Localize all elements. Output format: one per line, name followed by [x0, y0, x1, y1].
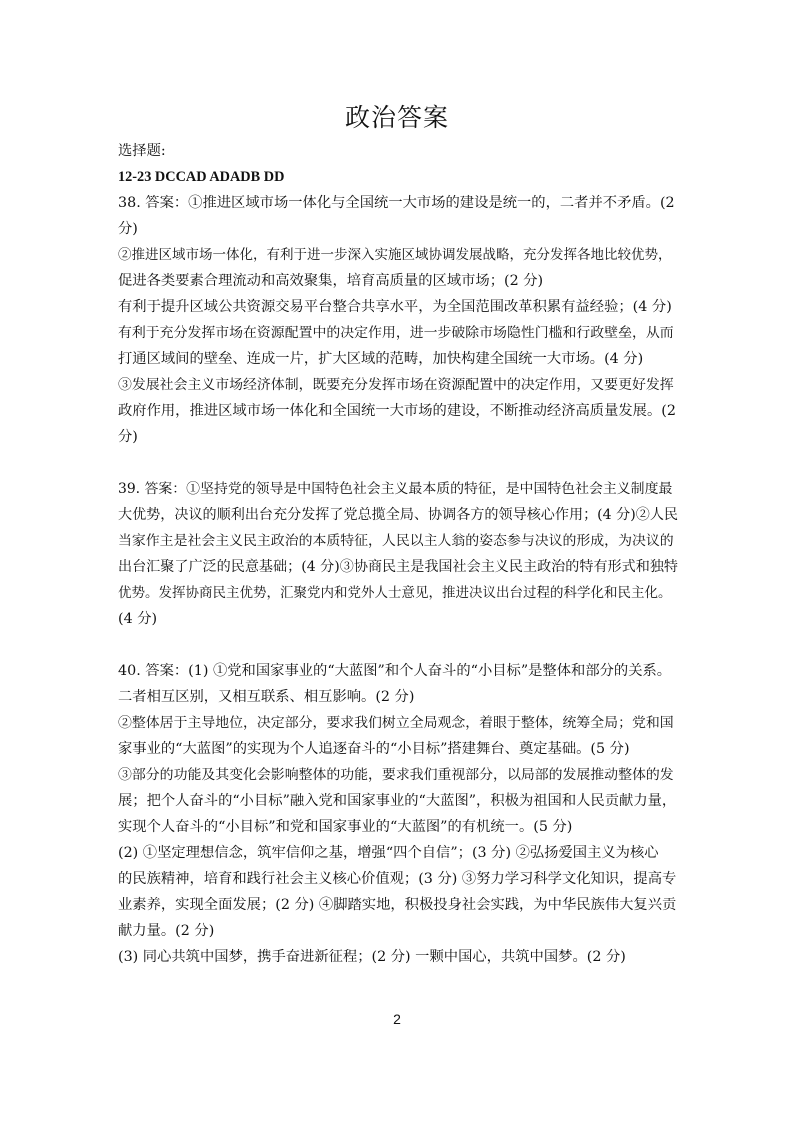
q40-line: 献力量。(2 分): [118, 923, 215, 939]
question-40-answer: [118, 658, 678, 970]
choice-answers: 12-23 DCCAD ADADB DD: [118, 169, 285, 185]
q40-line: 40. 答案：(1) ①党和国家事业的“大蓝图”和个人奋斗的“小目标”是整体和部分的关系。: [118, 663, 672, 679]
q39-line: 当家作主是社会主义民主政治的本质特征，人民以主人翁的姿态参与决议的形成，为决议的: [118, 533, 674, 549]
q40-line: 家事业的“大蓝图”的实现为个人追逐奋斗的“小目标”搭建舞台、奠定基础。(5 分): [118, 741, 630, 757]
q40-line: 二者相互区别，又相互联系、相互影响。(2 分): [118, 689, 415, 705]
q40-line: ②整体居于主导地位，决定部分，要求我们树立全局观念，着眼于整体，统筹全局；党和国: [118, 715, 674, 731]
q40-line: 展；把个人奋斗的“小目标”融入党和国家事业的“大蓝图”，积极为祖国和人民贡献力量，: [118, 793, 677, 809]
q39-line: 出台汇聚了广泛的民意基础；(4 分)③协商民主是我国社会主义民主政治的特有形式和独特: [118, 559, 679, 575]
q40-line: 实现个人奋斗的“小目标”和党和国家事业的“大蓝图”的有机统一。(5 分): [118, 819, 573, 835]
q40-line: (2) ①坚定理想信念，筑牢信仰之基，增强“四个自信”；(3 分) ②弘扬爱国主义为核心: [118, 845, 659, 861]
page-number: 2: [393, 1011, 401, 1027]
page-title: 政治答案: [344, 103, 449, 132]
paragraph-gap: [118, 632, 678, 658]
q38-line: 打通区域间的壁垒、连成一片，扩大区域的范畴，加快构建全国统一大市场。(4 分): [118, 351, 644, 367]
q38-line: 政府作用，推进区域市场一体化和全国统一大市场的建设，不断推动经济高质量发展。(2: [118, 403, 676, 419]
q38-line: 38. 答案：①推进区域市场一体化与全国统一大市场的建设是统一的，二者并不矛盾。(2: [118, 195, 675, 211]
q39-line: (4 分): [118, 611, 158, 627]
q38-line: 有利于充分发挥市场在资源配置中的决定作用，进一步破除市场隐性门槛和行政壁垒，从而: [118, 325, 674, 341]
q39-line: 39. 答案：①坚持党的领导是中国特色社会主义最本质的特征，是中国特色社会主义制度最: [118, 481, 673, 497]
paragraph-gap: [118, 450, 678, 476]
q40-line: (3) 同心共筑中国梦，携手奋进新征程；(2 分) 一颗中国心，共筑中国梦。(2 分): [118, 949, 626, 965]
q39-line: 大优势，决议的顺利出台充分发挥了党总揽全局、协调各方的领导核心作用；(4 分)②人民: [118, 507, 679, 523]
q38-line: 分): [118, 429, 138, 445]
q40-line: 业素养，实现全面发展；(2 分) ④脚踏实地，积极投身社会实践，为中华民族伟大复兴贡: [118, 897, 677, 913]
question-38-answer: [118, 190, 678, 450]
q38-line: 有利于提升区域公共资源交易平台整合共享水平，为全国范围改革积累有益经验；(4 分): [118, 299, 672, 315]
q38-line: ②推进区域市场一体化，有利于进一步深入实施区域协调发展战略，充分发挥各地比较优势，: [118, 247, 672, 263]
question-39-answer: [118, 476, 678, 632]
q38-line: ③发展社会主义市场经济体制，既要充分发挥市场在资源配置中的决定作用，又要更好发挥: [118, 377, 674, 393]
answer-body: [118, 138, 678, 970]
q38-line: 促进各类要素合理流动和高效聚集，培育高质量的区域市场；(2 分): [118, 273, 544, 289]
q39-line: 优势。发挥协商民主优势，汇聚党内和党外人士意见，推进决议出台过程的科学化和民主化。: [118, 585, 672, 601]
q40-line: 的民族精神，培育和践行社会主义核心价值观；(3 分) ③努力学习科学文化知识，提高专: [118, 871, 677, 887]
choice-label: 选择题:: [118, 143, 166, 159]
q40-line: ③部分的功能及其变化会影响整体的功能，要求我们重视部分，以局部的发展推动整体的发: [118, 767, 674, 783]
q38-line: 分): [118, 221, 138, 237]
